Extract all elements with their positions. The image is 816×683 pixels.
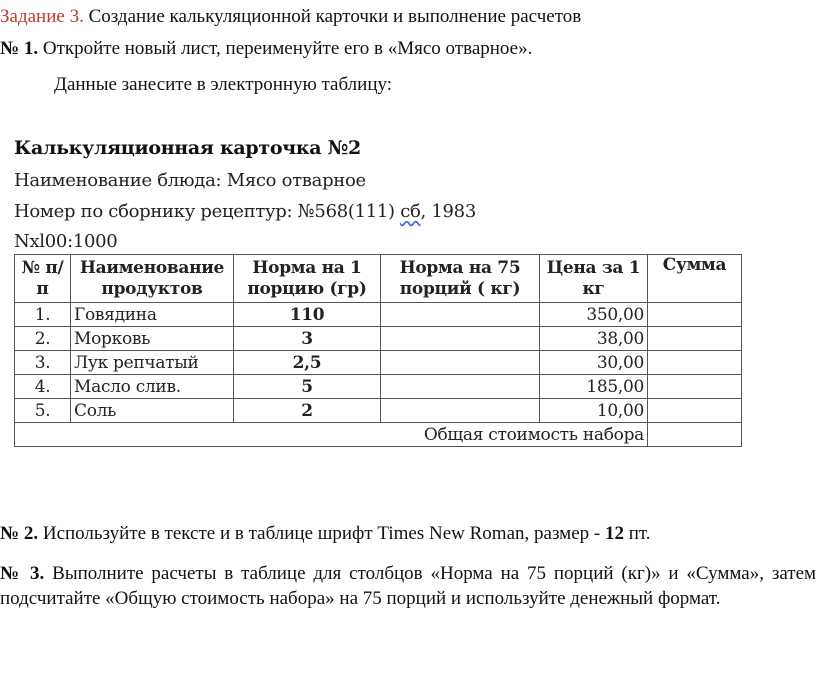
table-row — [15, 303, 742, 327]
table-row — [15, 375, 742, 399]
task-label: Задание 3. — [0, 6, 84, 27]
cell-sum[interactable] — [648, 375, 742, 399]
header-norm75: Норма на 75 порций ( кг) — [381, 255, 540, 303]
cell-num[interactable]: 5. — [15, 399, 71, 423]
nx-line: Nxl00:1000 — [14, 231, 118, 252]
header-price: Цена за 1 кг — [540, 255, 648, 303]
table-row — [15, 399, 742, 423]
step-1-number: № 1. — [0, 38, 39, 59]
cell-norm1[interactable]: 2,5 — [234, 351, 381, 375]
recipe-word: сб — [400, 201, 421, 222]
cell-norm75[interactable] — [381, 399, 540, 423]
step-1-text: Откройте новый лист, переименуйте его в «Мясо отварное». — [42, 38, 533, 59]
cell-price[interactable]: 30,00 — [540, 351, 648, 375]
cell-name[interactable]: Морковь — [71, 327, 234, 351]
header-name: Наименование продуктов — [71, 255, 234, 303]
cell-price[interactable]: 350,00 — [540, 303, 648, 327]
step-3 — [0, 561, 816, 611]
cell-norm1[interactable]: 110 — [234, 303, 381, 327]
step-3-number: № 3. — [0, 563, 45, 584]
step-3-text: Выполните расчеты в таблице для столбцов «Норма на 75 порций (кг)» и «Сумма», затем подсчитайте «Общую стоимость набора» на 75 порций и используйте денежный формат. — [0, 563, 816, 609]
step-2 — [0, 521, 816, 546]
recipe-number — [14, 201, 476, 222]
header-num: № п/п — [15, 255, 71, 303]
calculation-table — [14, 254, 742, 447]
cell-price[interactable]: 10,00 — [540, 399, 648, 423]
cell-sum[interactable] — [648, 399, 742, 423]
total-sum-cell[interactable] — [648, 423, 742, 447]
cell-norm1[interactable]: 3 — [234, 327, 381, 351]
cell-sum[interactable] — [648, 327, 742, 351]
cell-norm75[interactable] — [381, 375, 540, 399]
step-2-number: № 2. — [0, 523, 39, 544]
step-1 — [0, 38, 532, 60]
cell-sum[interactable] — [648, 303, 742, 327]
table-row — [15, 327, 742, 351]
cell-norm75[interactable] — [381, 351, 540, 375]
cell-name[interactable]: Масло слив. — [71, 375, 234, 399]
cell-num[interactable]: 4. — [15, 375, 71, 399]
total-label: Общая стоимость набора — [15, 423, 648, 447]
cell-num[interactable]: 2. — [15, 327, 71, 351]
step-2-text-b: пт. — [623, 523, 651, 544]
cell-price[interactable]: 38,00 — [540, 327, 648, 351]
cell-norm1[interactable]: 5 — [234, 375, 381, 399]
cell-norm75[interactable] — [381, 303, 540, 327]
intro-text: Данные занесите в электронную таблицу: — [54, 74, 393, 95]
cell-price[interactable]: 185,00 — [540, 375, 648, 399]
table-header-row — [15, 255, 742, 303]
task-heading — [0, 6, 581, 28]
recipe-suffix: , 1983 — [420, 201, 476, 222]
header-norm1-text: Норма на 1 порцию (гр) — [247, 257, 367, 299]
cell-num[interactable]: 1. — [15, 303, 71, 327]
dish-name: Наименование блюда: Мясо отварное — [14, 170, 366, 191]
step-2-size: 12 — [604, 523, 624, 544]
table-row — [15, 351, 742, 375]
task-title: Создание калькуляционной карточки и выполнение расчетов — [88, 6, 582, 27]
header-norm1 — [234, 255, 381, 303]
card-title: Калькуляционная карточка №2 — [14, 137, 361, 159]
cell-norm1[interactable]: 2 — [234, 399, 381, 423]
cell-name[interactable]: Говядина — [71, 303, 234, 327]
cell-norm75[interactable] — [381, 327, 540, 351]
step-2-text-a: Используйте в тексте и в таблице шрифт Times New Roman, размер - — [42, 523, 605, 544]
cell-num[interactable]: 3. — [15, 351, 71, 375]
cell-name[interactable]: Соль — [71, 399, 234, 423]
total-row — [15, 423, 742, 447]
cell-name[interactable]: Лук репчатый — [71, 351, 234, 375]
header-sum: Сумма — [648, 255, 742, 303]
recipe-prefix: Номер по сборнику рецептур: №568(111) — [14, 201, 401, 222]
cell-sum[interactable] — [648, 351, 742, 375]
